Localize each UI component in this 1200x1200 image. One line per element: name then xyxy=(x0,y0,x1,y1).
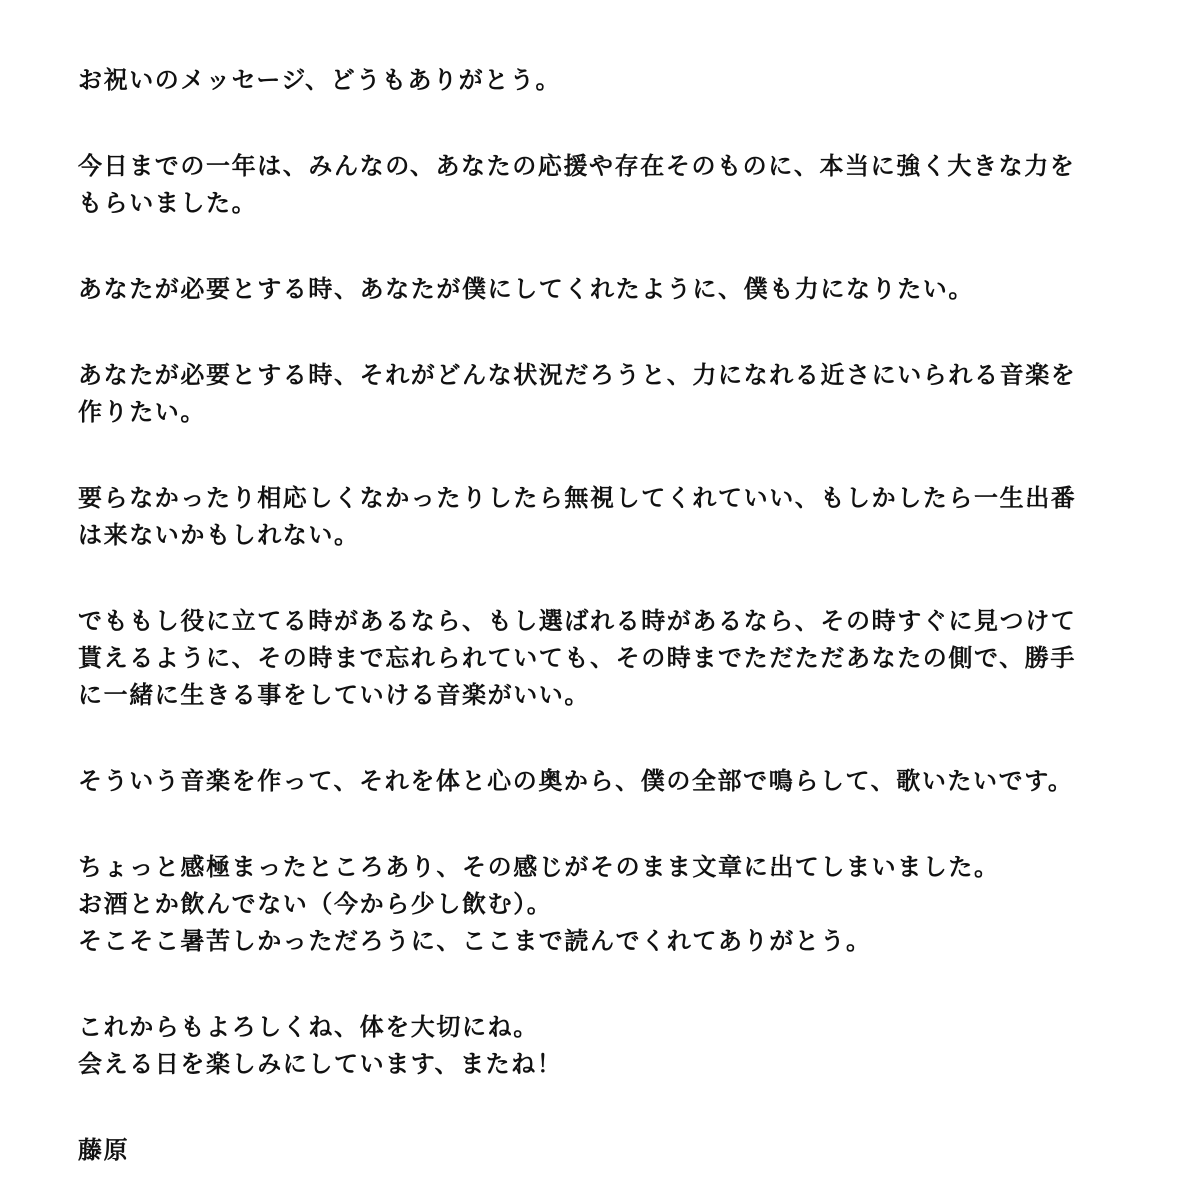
paragraph-5-line-2: 貰えるように、その時まで忘れられていても、その時までただただあなたの側で、勝手 xyxy=(78,644,1076,672)
paragraph-gap xyxy=(78,960,1138,1009)
paragraph-gap xyxy=(78,431,1138,480)
paragraph-3-line-2: 作りたい。 xyxy=(78,398,206,426)
paragraph-7-line-2: お酒とか飲んでない（今から少し飲む）。 xyxy=(78,890,553,918)
paragraph-8-line-2: 会える日を楽しみにしています、またね！ xyxy=(78,1050,563,1078)
paragraph-1-line-1: 今日までの一年は、みんなの、あなたの応援や存在そのものに、本当に強く大きな力を xyxy=(78,152,1076,180)
greeting-line: お祝いのメッセージ、どうもありがとう。 xyxy=(78,66,562,94)
paragraph-8-line-1: これからもよろしくね、体を大切にね。 xyxy=(78,1013,539,1041)
paragraph-1-line-2: もらいました。 xyxy=(78,189,258,217)
paragraph-3-line-1: あなたが必要とする時、それがどんな状況だろうと、力になれる近さにいられる音楽を xyxy=(78,361,1077,389)
paragraph-gap xyxy=(78,308,1138,357)
paragraph-gap xyxy=(78,99,1138,148)
letter-body xyxy=(78,62,1138,1169)
paragraph-4-line-1: 要らなかったり相応しくなかったりしたら無視してくれていい、もしかしたら一生出番 xyxy=(78,484,1077,512)
paragraph-6-line-1: そういう音楽を作って、それを体と心の奥から、僕の全部で鳴らして、歌いたいです。 xyxy=(78,767,1074,795)
paragraph-gap xyxy=(78,554,1138,603)
paragraph-5-line-1: でももし役に立てる時があるなら、もし選ばれる時があるなら、その時すぐに見つけて xyxy=(78,607,1077,635)
paragraph-4-line-2: は来ないかもしれない。 xyxy=(78,521,360,549)
paragraph-gap xyxy=(78,800,1138,849)
paragraph-5-line-3: に一緒に生きる事をしていける音楽がいい。 xyxy=(78,681,590,709)
signature: 藤原 xyxy=(78,1136,130,1164)
paragraph-7-line-1: ちょっと感極まったところあり、その感じがそのまま文章に出てしまいました。 xyxy=(78,853,1000,881)
paragraph-gap xyxy=(78,1083,1138,1132)
paragraph-gap xyxy=(78,222,1138,271)
paragraph-gap xyxy=(78,714,1138,763)
paragraph-7-line-3: そこそこ暑苦しかっただろうに、ここまで読んでくれてありがとう。 xyxy=(78,927,872,955)
paragraph-2-line-1: あなたが必要とする時、あなたが僕にしてくれたように、僕も力になりたい。 xyxy=(78,275,974,303)
